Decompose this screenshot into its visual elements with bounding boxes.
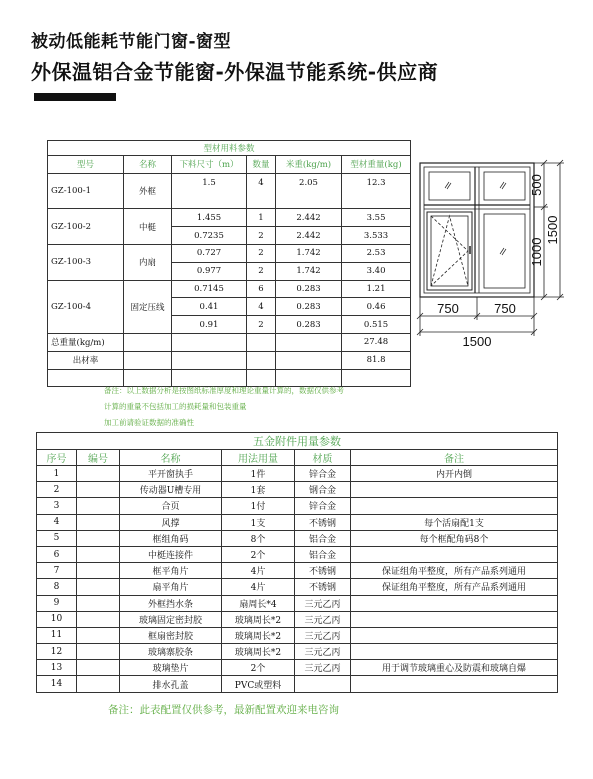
row-index-cell: 13 xyxy=(37,660,77,676)
cut-size-cell: 0.41 xyxy=(172,298,247,316)
unit-weight-cell: 0.283 xyxy=(276,298,342,316)
remark-cell xyxy=(351,644,558,660)
row-index-cell: 2 xyxy=(37,482,77,498)
item-name-cell: 传动器U槽专用 xyxy=(120,482,222,498)
cut-size-cell: 0.7145 xyxy=(172,280,247,298)
part-name-cell: 中梃 xyxy=(124,209,172,245)
row-code-cell xyxy=(77,595,120,611)
material-cell: 锌合金 xyxy=(295,466,351,482)
weight-cell: 2.53 xyxy=(342,244,411,262)
remark-cell xyxy=(351,611,558,627)
table-row xyxy=(37,498,558,514)
unit-weight-cell: 2.05 xyxy=(276,173,342,209)
usage-cell: 8个 xyxy=(222,530,295,546)
table-row xyxy=(37,466,558,482)
remark-cell: 保证组角平整度，所有产品系列通用 xyxy=(351,563,558,579)
note-line: 计算的重量不包括加工的损耗量和包装重量 xyxy=(104,402,247,411)
model-cell: GZ-100-2 xyxy=(48,209,124,245)
hardware-header-index: 序号 xyxy=(37,450,77,466)
row-code-cell xyxy=(77,563,120,579)
item-name-cell: 框扇密封胶 xyxy=(120,627,222,643)
profile-material-table xyxy=(47,140,411,387)
dim-top-height: 500 xyxy=(529,174,544,196)
cut-size-cell: 0.727 xyxy=(172,244,247,262)
yield-row xyxy=(48,351,411,369)
material-cell: 铝合金 xyxy=(295,546,351,562)
profile-header-weight: 型材重量(kg) xyxy=(342,156,411,174)
item-name-cell: 玻璃寨胶条 xyxy=(120,644,222,660)
footer-note: 备注：此表配置仅供参考，最新配置欢迎来电咨询 xyxy=(108,704,339,716)
material-cell: 三元乙丙 xyxy=(295,644,351,660)
row-index-cell: 14 xyxy=(37,676,77,692)
table-row xyxy=(48,173,411,209)
unit-weight-cell: 0.283 xyxy=(276,280,342,298)
cut-size-cell: 0.977 xyxy=(172,262,247,280)
hardware-header-usage: 用法用量 xyxy=(222,450,295,466)
row-code-cell xyxy=(77,514,120,530)
table-row xyxy=(48,280,411,298)
row-code-cell xyxy=(77,482,120,498)
row-code-cell xyxy=(77,466,120,482)
cut-size-cell: 1.455 xyxy=(172,209,247,227)
material-cell: 不锈钢 xyxy=(295,563,351,579)
row-index-cell: 5 xyxy=(37,530,77,546)
dim-left-width: 750 xyxy=(437,301,459,316)
usage-cell: 1支 xyxy=(222,514,295,530)
profile-notes xyxy=(104,383,344,431)
material-cell xyxy=(295,676,351,692)
remark-cell: 每个活扇配1支 xyxy=(351,514,558,530)
material-cell: 钢合金 xyxy=(295,482,351,498)
table-row xyxy=(37,644,558,660)
table-row xyxy=(37,595,558,611)
total-weight-value: 27.48 xyxy=(342,333,411,351)
remark-cell: 保证组角平整度，所有产品系列通用 xyxy=(351,579,558,595)
usage-cell: 2个 xyxy=(222,660,295,676)
unit-weight-cell: 1.742 xyxy=(276,262,342,280)
opening-sash xyxy=(427,212,472,290)
profile-table-caption: 型材用料参数 xyxy=(48,141,411,156)
table-row xyxy=(37,676,558,692)
usage-cell: 玻璃周长*2 xyxy=(222,644,295,660)
unit-weight-cell: 0.283 xyxy=(276,316,342,334)
material-cell: 锌合金 xyxy=(295,498,351,514)
hardware-header-material: 材质 xyxy=(295,450,351,466)
table-row xyxy=(37,579,558,595)
row-code-cell xyxy=(77,611,120,627)
row-index-cell: 12 xyxy=(37,644,77,660)
table-row xyxy=(37,530,558,546)
table-row xyxy=(37,660,558,676)
usage-cell: PVC或塑料 xyxy=(222,676,295,692)
usage-cell: 玻璃周长*2 xyxy=(222,627,295,643)
item-name-cell: 框平角片 xyxy=(120,563,222,579)
dim-total-width: 1500 xyxy=(462,334,492,348)
item-name-cell: 玻璃固定密封胶 xyxy=(120,611,222,627)
remark-cell xyxy=(351,546,558,562)
unit-weight-cell: 2.442 xyxy=(276,209,342,227)
material-cell: 不锈钢 xyxy=(295,514,351,530)
item-name-cell: 扇平角片 xyxy=(120,579,222,595)
outer-frame xyxy=(420,163,534,297)
model-cell: GZ-100-1 xyxy=(48,173,124,209)
profile-header-name: 名称 xyxy=(124,156,172,174)
usage-cell: 1套 xyxy=(222,482,295,498)
qty-cell: 2 xyxy=(247,262,276,280)
qty-cell: 6 xyxy=(247,280,276,298)
row-code-cell xyxy=(77,644,120,660)
table-row xyxy=(37,546,558,562)
item-name-cell: 平开窗执手 xyxy=(120,466,222,482)
row-index-cell: 8 xyxy=(37,579,77,595)
material-cell: 三元乙丙 xyxy=(295,611,351,627)
part-name-cell: 外框 xyxy=(124,173,172,209)
dim-bottom-height: 1000 xyxy=(529,237,544,267)
row-code-cell xyxy=(77,579,120,595)
row-code-cell xyxy=(77,498,120,514)
material-cell: 三元乙丙 xyxy=(295,595,351,611)
remark-cell xyxy=(351,676,558,692)
usage-cell: 1件 xyxy=(222,466,295,482)
cut-size-cell: 0.91 xyxy=(172,316,247,334)
remark-cell xyxy=(351,595,558,611)
row-index-cell: 11 xyxy=(37,627,77,643)
window-elevation-diagram xyxy=(414,158,582,348)
remark-cell: 每个框配角码8个 xyxy=(351,530,558,546)
row-index-cell: 1 xyxy=(37,466,77,482)
material-cell: 三元乙丙 xyxy=(295,660,351,676)
usage-cell: 1付 xyxy=(222,498,295,514)
row-code-cell xyxy=(77,627,120,643)
hardware-header-name: 名称 xyxy=(120,450,222,466)
cut-size-cell: 0.7235 xyxy=(172,227,247,245)
profile-header-qty: 数量 xyxy=(247,156,276,174)
weight-cell: 12.3 xyxy=(342,173,411,209)
profile-header-cut-size: 下料尺寸（m） xyxy=(172,156,247,174)
model-cell: GZ-100-3 xyxy=(48,244,124,280)
hardware-accessories-table xyxy=(36,432,558,693)
remark-cell xyxy=(351,482,558,498)
weight-cell: 3.533 xyxy=(342,227,411,245)
profile-header-unit-weight: 米重(kg/m) xyxy=(276,156,342,174)
row-code-cell xyxy=(77,546,120,562)
model-cell: GZ-100-4 xyxy=(48,280,124,333)
total-weight-label: 总重量(kg/m) xyxy=(48,333,124,351)
yield-label: 出材率 xyxy=(48,351,124,369)
table-row xyxy=(37,482,558,498)
weight-cell: 1.21 xyxy=(342,280,411,298)
qty-cell: 4 xyxy=(247,173,276,209)
table-row xyxy=(37,611,558,627)
note-line: 备注：以上数据分析是按图纸标准厚度和理论重量计算的，数据仅供参考 xyxy=(104,386,344,395)
item-name-cell: 风撑 xyxy=(120,514,222,530)
weight-cell: 0.46 xyxy=(342,298,411,316)
table-row xyxy=(37,627,558,643)
usage-cell: 2个 xyxy=(222,546,295,562)
remark-cell: 内开内倒 xyxy=(351,466,558,482)
item-name-cell: 中梃连接件 xyxy=(120,546,222,562)
table-row xyxy=(48,244,411,262)
material-cell: 铝合金 xyxy=(295,530,351,546)
unit-weight-cell: 1.742 xyxy=(276,244,342,262)
item-name-cell: 合页 xyxy=(120,498,222,514)
row-code-cell xyxy=(77,676,120,692)
table-row xyxy=(48,209,411,227)
weight-cell: 0.515 xyxy=(342,316,411,334)
part-name-cell: 内扇 xyxy=(124,244,172,280)
usage-cell: 4片 xyxy=(222,563,295,579)
usage-cell: 扇周长*4 xyxy=(222,595,295,611)
qty-cell: 2 xyxy=(247,227,276,245)
item-name-cell: 外框挡水条 xyxy=(120,595,222,611)
profile-header-model: 型号 xyxy=(48,156,124,174)
page-title: 外保温铝合金节能窗-外保温节能系统-供应商 xyxy=(31,60,439,84)
unit-weight-cell: 2.442 xyxy=(276,227,342,245)
item-name-cell: 排水孔盖 xyxy=(120,676,222,692)
dim-right-width: 750 xyxy=(494,301,516,316)
row-index-cell: 4 xyxy=(37,514,77,530)
qty-cell: 2 xyxy=(247,316,276,334)
hardware-table-caption: 五金附件用量参数 xyxy=(37,433,558,450)
table-row xyxy=(37,514,558,530)
dim-total-height: 1500 xyxy=(545,215,560,245)
row-index-cell: 3 xyxy=(37,498,77,514)
hardware-header-remark: 备注 xyxy=(351,450,558,466)
material-cell: 不锈钢 xyxy=(295,579,351,595)
row-code-cell xyxy=(77,530,120,546)
remark-cell: 用于调节玻璃重心及防震和玻璃自爆 xyxy=(351,660,558,676)
remark-cell xyxy=(351,627,558,643)
item-name-cell: 框组角码 xyxy=(120,530,222,546)
cut-size-cell: 1.5 xyxy=(172,173,247,209)
usage-cell: 4片 xyxy=(222,579,295,595)
usage-cell: 玻璃周长*2 xyxy=(222,611,295,627)
row-index-cell: 6 xyxy=(37,546,77,562)
material-cell: 三元乙丙 xyxy=(295,627,351,643)
weight-cell: 3.55 xyxy=(342,209,411,227)
row-index-cell: 7 xyxy=(37,563,77,579)
total-weight-row xyxy=(48,333,411,351)
page-subtitle: 被动低能耗节能门窗-窗型 xyxy=(31,32,232,52)
qty-cell: 4 xyxy=(247,298,276,316)
note-line: 加工前请验证数据的准确性 xyxy=(104,418,194,427)
weight-cell: 3.40 xyxy=(342,262,411,280)
qty-cell: 1 xyxy=(247,209,276,227)
title-underline-bar xyxy=(34,93,116,101)
yield-value: 81.8 xyxy=(342,351,411,369)
table-row xyxy=(37,563,558,579)
row-code-cell xyxy=(77,660,120,676)
hardware-header-code: 编号 xyxy=(77,450,120,466)
qty-cell: 2 xyxy=(247,244,276,262)
part-name-cell: 固定压线 xyxy=(124,280,172,333)
item-name-cell: 玻璃垫片 xyxy=(120,660,222,676)
row-index-cell: 10 xyxy=(37,611,77,627)
remark-cell xyxy=(351,498,558,514)
row-index-cell: 9 xyxy=(37,595,77,611)
